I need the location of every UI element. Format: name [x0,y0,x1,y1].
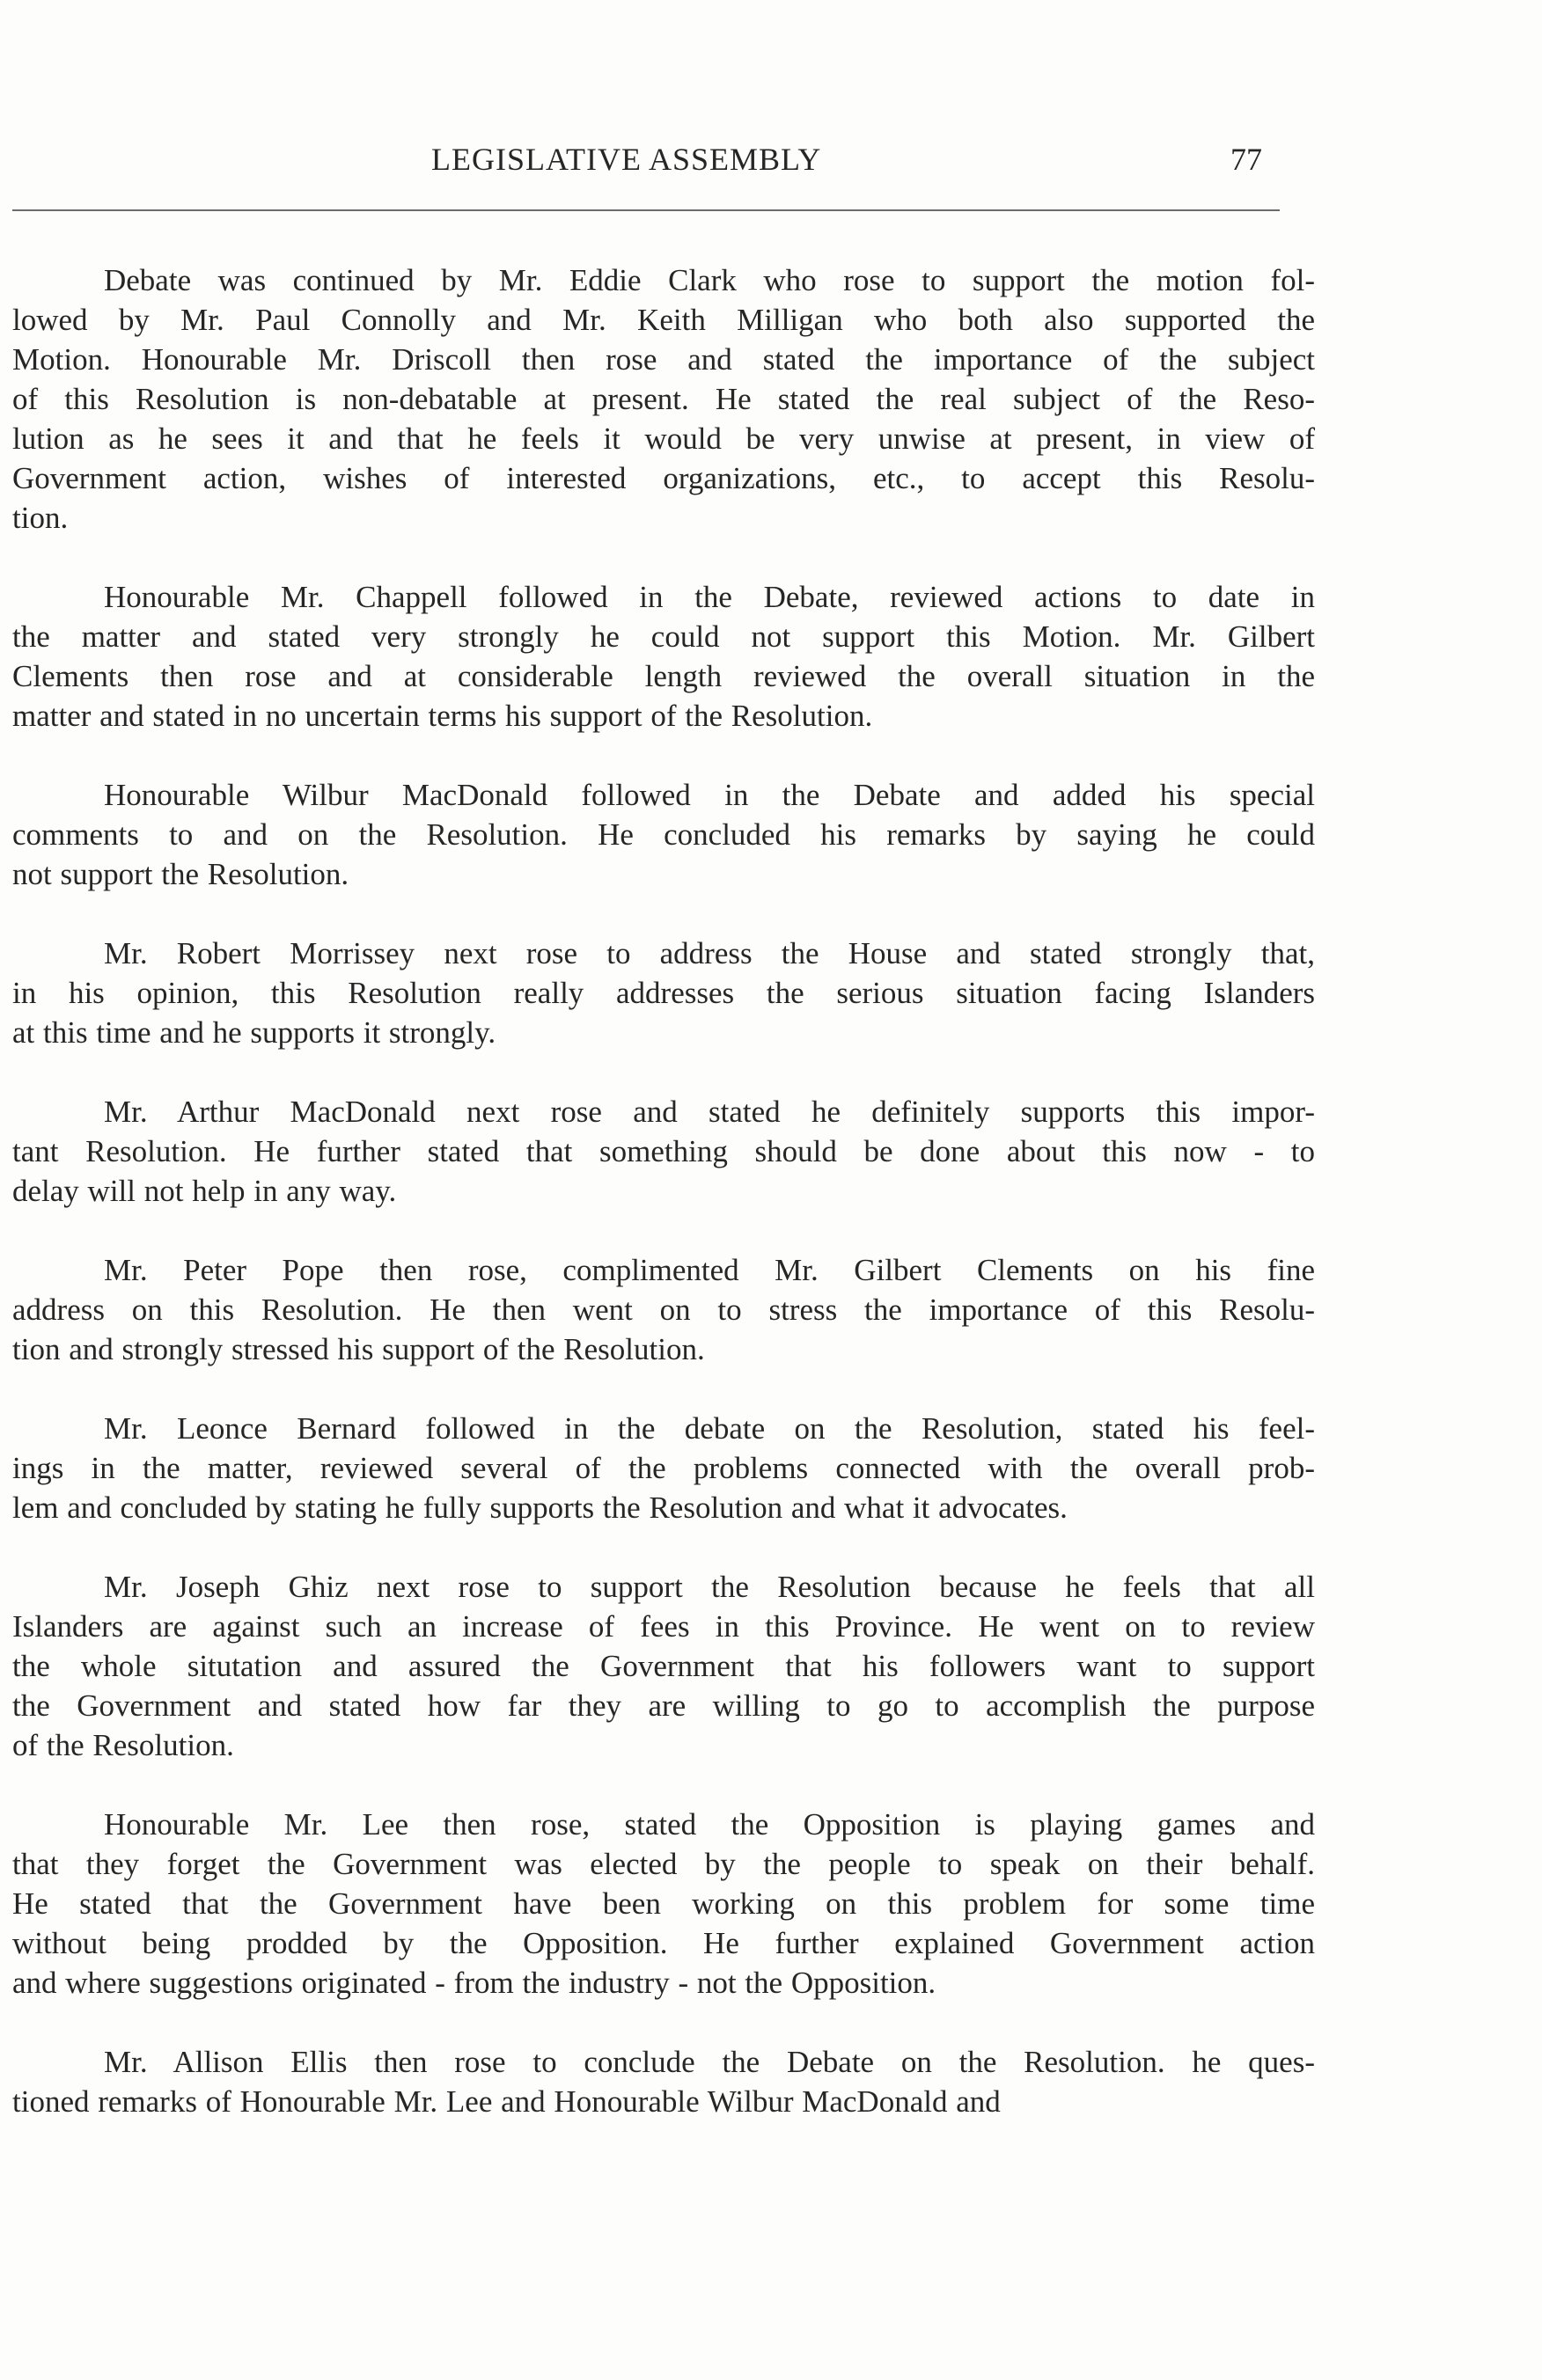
text-line: the Government and stated how far they are willing to go to accomplish the purpose [12,1688,1315,1723]
paragraph [12,1092,1315,1211]
text-line: Honourable Mr. Lee then rose, stated the Opposition is playing games and [104,1807,1315,1842]
text-line: and where suggestions originated - from the industry - not the Opposition. [12,1966,936,2000]
text-line: Honourable Mr. Chappell followed in the Debate, reviewed actions to date in [104,580,1315,614]
text-line: ings in the matter, reviewed several of the problems connected with the overall prob- [12,1451,1315,1485]
text-line: Mr. Joseph Ghiz next rose to support the Resolution because he feels that all [104,1570,1315,1604]
text-line: Mr. Allison Ellis then rose to conclude the Debate on the Resolution. he ques- [104,2045,1315,2079]
paragraph [12,775,1315,894]
header-rule [12,209,1280,211]
text-line: the matter and stated very strongly he could not support this Motion. Mr. Gilbert [12,619,1315,654]
text-line: Motion. Honourable Mr. Driscoll then rose and stated the importance of the subject [12,342,1315,377]
text-line: address on this Resolution. He then went on to stress the importance of this Resolu- [12,1293,1315,1327]
text-line: Clements then rose and at considerable length reviewed the overall situation in the [12,659,1315,693]
text-line: tant Resolution. He further stated that something should be done about this now - to [12,1134,1315,1168]
body-text [12,260,1315,2161]
text-line: Honourable Wilbur MacDonald followed in the Debate and added his special [104,778,1315,812]
text-line: Mr. Leonce Bernard followed in the debate on the Resolution, stated his feel- [104,1411,1315,1446]
text-line: tion. [12,501,69,535]
text-line: in his opinion, this Resolution really addresses the serious situation facing Islanders [12,976,1315,1010]
text-line: Debate was continued by Mr. Eddie Clark who rose to support the motion fol- [104,263,1315,297]
text-line: Mr. Arthur MacDonald next rose and stated he definitely supports this impor- [104,1095,1315,1129]
text-line: lowed by Mr. Paul Connolly and Mr. Keith Milligan who both also supported the [12,303,1315,337]
text-line: lution as he sees it and that he feels it would be very unwise at present, in view of [12,421,1315,456]
text-line: without being prodded by the Opposition. He further explained Government action [12,1926,1315,1960]
text-line: not support the Resolution. [12,857,349,891]
paragraph [12,577,1315,736]
text-line: delay will not help in any way. [12,1174,397,1208]
paragraph [12,1567,1315,1765]
text-line: comments to and on the Resolution. He concluded his remarks by saying he could [12,817,1315,852]
running-title: LEGISLATIVE ASSEMBLY [431,142,822,177]
running-header [0,132,1320,185]
text-line: matter and stated in no uncertain terms his support of the Resolution. [12,699,873,733]
text-line: Government action, wishes of interested organizations, etc., to accept this Resolu- [12,461,1315,495]
paragraph [12,934,1315,1052]
text-line: of this Resolution is non-debatable at present. He stated the real subject of the Reso- [12,382,1315,416]
paragraph [12,1250,1315,1369]
text-line: the whole situtation and assured the Government that his followers want to support [12,1649,1315,1683]
paragraph [12,1409,1315,1527]
text-line: tioned remarks of Honourable Mr. Lee and Honourable Wilbur MacDonald and [12,2084,1001,2119]
text-line: at this time and he supports it strongly. [12,1015,496,1050]
text-line: He stated that the Government have been working on this problem for some time [12,1886,1315,1921]
text-line: Mr. Peter Pope then rose, complimented Mr. Gilbert Clements on his fine [104,1253,1315,1287]
text-line: of the Resolution. [12,1728,234,1762]
paragraph [12,1805,1315,2003]
paragraph [12,260,1315,538]
text-line: that they forget the Government was elected by the people to speak on their behalf. [12,1847,1315,1881]
text-line: tion and strongly stressed his support of the Resolution. [12,1332,705,1366]
page-number: 77 [1230,142,1262,177]
text-line: lem and concluded by stating he fully supports the Resolution and what it advocates. [12,1490,1068,1525]
text-line: Islanders are against such an increase of fees in this Province. He went on to review [12,1609,1315,1644]
text-line: Mr. Robert Morrissey next rose to address the House and stated strongly that, [104,936,1315,970]
paragraph [12,2042,1315,2121]
